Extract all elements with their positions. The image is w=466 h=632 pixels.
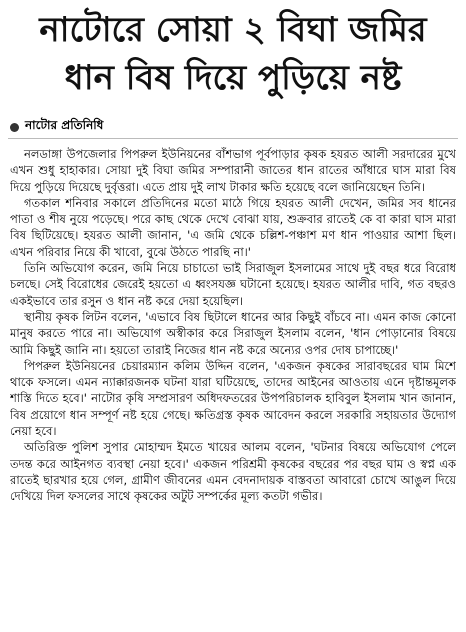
headline — [8, 6, 458, 102]
byline-text: নাটোর প্রতিনিধি — [25, 118, 104, 132]
paragraph-3: তিনি অভিযোগ করেন, জমি নিয়ে চাচাতো ভাই সিরাজুল ইসলামের সাথে দুই বছর ধরে বিরোধ চলছে। সেই বিরোধের জেরেই হয়তো এ ধ্বংসযজ্ঞ ঘটানো হয়েছে। হযরত আলীর দাবি, গত বছরও একইভাবে তার রসুন ও ধান নষ্ট করে দেয়া হয়েছিল। — [10, 261, 456, 308]
paragraph-2: গতকাল শনিবার সকালে প্রতিদিনের মতো মাঠে গিয়ে হযরত আলী দেখেন, জমির সব ধানের পাতা ও শীষ নুয়ে পড়েছে। পরে কাছ থেকে দেখে বোঝা যায়, শুক্রবার রাতেই কে বা কারা ঘাস মারা বিষ ছিটিয়েছে। হযরত আলী জানান, 'এ জমি থেকে চল্লিশ-পঞ্চাশ মণ ধান পাওয়ার আশা ছিল। এখন পরিবার নিয়ে কী খাবো, বুঝে উঠতে পারছি না।' — [10, 195, 456, 259]
headline-line-2: ধান বিষ দিয়ে পুড়িয়ে নষ্ট — [64, 58, 402, 98]
divider — [8, 138, 458, 139]
paragraph-6: অতিরিক্ত পুলিশ সুপার মোহাম্মদ ইমতে খায়ের আলম বলেন, 'ঘটনার বিষয়ে অভিযোগ পেলে তদন্ত করে আইনগত ব্যবস্থা নেয়া হবে।' একজন পরিশ্রমী কৃষকের বছরের পর বছর ঘাম ও স্বপ্ন এক রাতেই ছারখার হয়ে গেল, গ্রামীণ জীবনের এমন বেদনাদায়ক বাস্তবতা আবারো চোখে আঙুল দিয়ে দেখিয়ে দিল ফসলের সাথে কৃষকের অটুট সম্পর্কের মূল্য কতটা গভীর। — [10, 440, 456, 504]
headline-line-1: নাটোরে সোয়া ২ বিঘা জমির — [39, 10, 427, 50]
paragraph-1: নলডাঙ্গা উপজেলার পিপরুল ইউনিয়নের বাঁশভাগ পূর্বপাড়ার কৃষক হযরত আলী সরদারের মুখে এখন শুধু হাহাকার। সোয়া দুই বিঘা জমির সম্পারানী জাতের ধান রাতের আঁধারে ঘাস মারা বিষ দিয়ে পুড়িয়ে দিয়েছে দুর্বৃত্তরা। এতে প্রায় দুই লাখ টাকার ক্ষতি হয়েছে বলে জানিয়েছেন তিনি। — [10, 147, 456, 194]
bullet-icon — [10, 123, 19, 132]
paragraph-4: স্থানীয় কৃষক লিটন বলেন, 'এভাবে বিষ ছিটালে ধানের আর কিছুই বাঁচবে না। এমন কাজ কোনো মানুষ করতে পারে না। অভিযোগ অস্বীকার করে সিরাজুল ইসলাম বলেন, 'ধান পোড়ানোর বিষয়ে আমি কিছুই জানি না। হয়তো তারাই নিজের ধান নষ্ট করে অন্যের ওপর দোষ চাপাচ্ছে।' — [10, 309, 456, 357]
byline — [10, 118, 103, 136]
paragraph-5: পিপরুল ইউনিয়নের চেয়ারম্যান কলিম উদ্দিন বলেন, 'একজন কৃষকের সারাবছরের ঘাম মিশে থাকে ফসলে। এমন ন্যাক্কারজনক ঘটনা যারা ঘটিয়েছে, তাদের আইনের আওতায় এনে দৃষ্টান্তমূলক শাস্তি দিতে হবে।' নাটোর কৃষি সম্প্রসারণ অধিদফতরের উপপরিচালক হাবিবুল ইসলাম খান জানান, বিষ প্রয়োগে ধান সম্পূর্ণ নষ্ট হয়ে গেছে। ক্ষতিগ্রস্ত কৃষক আবেদন করলে সরকারি সহায়তার উদ্যোগ নেয়া হবে। — [10, 358, 456, 439]
article-body — [10, 146, 456, 626]
